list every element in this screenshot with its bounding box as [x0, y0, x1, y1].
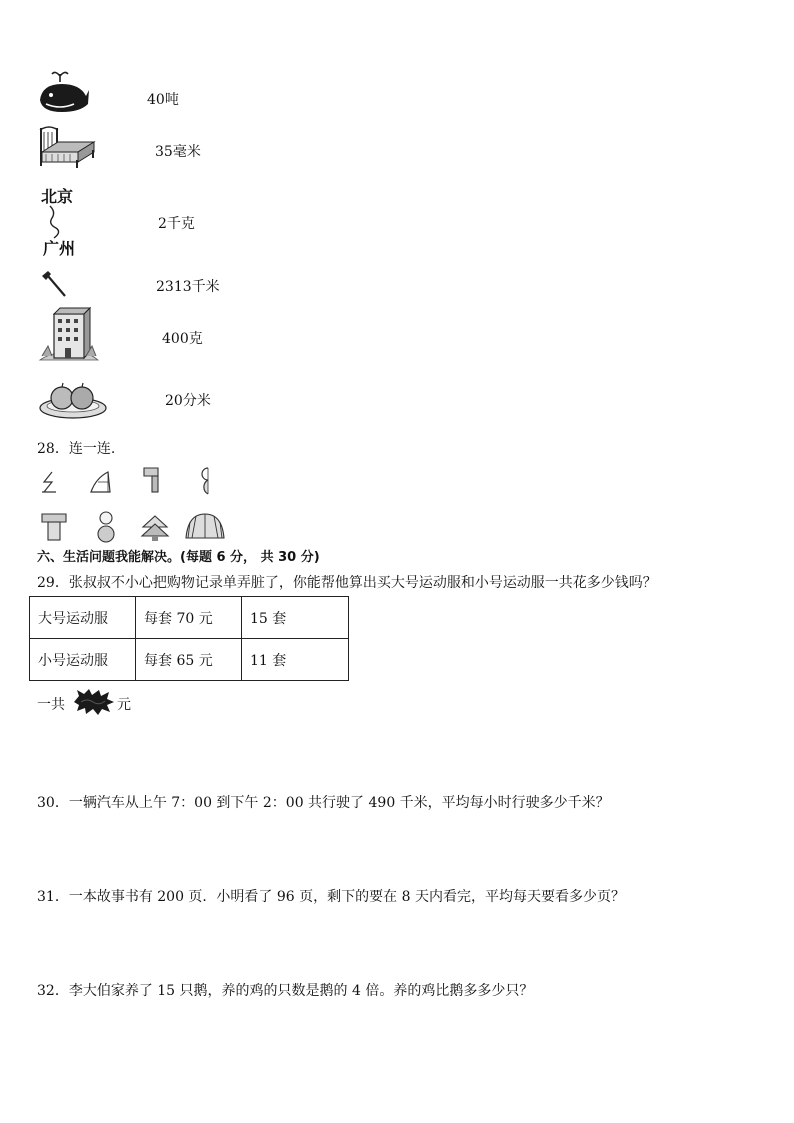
nail-icon: [40, 270, 68, 298]
mushroom-half-icon: [142, 466, 162, 494]
q28-title: 28．连一连.: [37, 441, 116, 457]
table-cell: 每套 65 元: [136, 639, 242, 681]
q29-text: 29．张叔叔不小心把购物记录单弄脏了，你能帮他算出买大号运动服和小号运动服一共花多少钱吗？: [37, 575, 657, 591]
table-cell: 小号运动服: [30, 639, 136, 681]
unit-label-6: 20分米: [165, 393, 211, 409]
ink-blot-icon: [71, 688, 115, 716]
map-label-guangzhou: 广州: [43, 239, 76, 258]
q29-answer-suffix: 元: [117, 697, 131, 713]
unit-label-5: 400克: [162, 331, 203, 347]
apples-on-plate-icon: [38, 378, 108, 420]
table-cell: 11 套: [242, 639, 349, 681]
tree-icon: [140, 514, 170, 542]
table-cell: 大号运动服: [30, 597, 136, 639]
q30-text: 30．一辆汽车从上午 7：00 到下午 2：00 共行驶了 490 千米，平均每小时行驶多少千米？: [37, 795, 610, 811]
section-6-title: 六、生活问题我能解决。(每题 6 分， 共 30 分): [37, 550, 320, 565]
zigzag-half-icon: [40, 470, 58, 494]
umbrella-icon: [184, 512, 226, 542]
unit-label-2: 35毫米: [155, 144, 201, 160]
table-row: [30, 639, 349, 681]
bed-icon: [38, 124, 96, 168]
sail-half-icon: [88, 470, 114, 494]
unit-label-3: 2千克: [158, 216, 195, 232]
q31-text: 31．一本故事书有 200 页．小明看了 96 页，剩下的要在 8 天内看完，平均每天要看多少页？: [37, 889, 625, 905]
unit-label-1: 40吨: [147, 92, 179, 108]
q32-text: 32．李大伯家养了 15 只鹅，养的鸡的只数是鹅的 4 倍。养的鸡比鹅多多少只？: [37, 983, 534, 999]
mushroom-icon: [40, 512, 68, 542]
table-cell: 15 套: [242, 597, 349, 639]
map-label-beijing: 北京: [41, 187, 74, 206]
table-cell: 每套 70 元: [136, 597, 242, 639]
table-row: [30, 597, 349, 639]
unit-label-4: 2313千米: [156, 279, 220, 295]
whale-icon: [36, 70, 90, 116]
q29-answer-prefix: 一共: [37, 697, 65, 713]
snowman-icon: [94, 510, 118, 544]
building-icon: [38, 306, 100, 362]
snowman-half-icon: [196, 466, 212, 496]
shopping-record-table: [29, 596, 349, 681]
beijing-guangzhou-map: [40, 184, 84, 258]
